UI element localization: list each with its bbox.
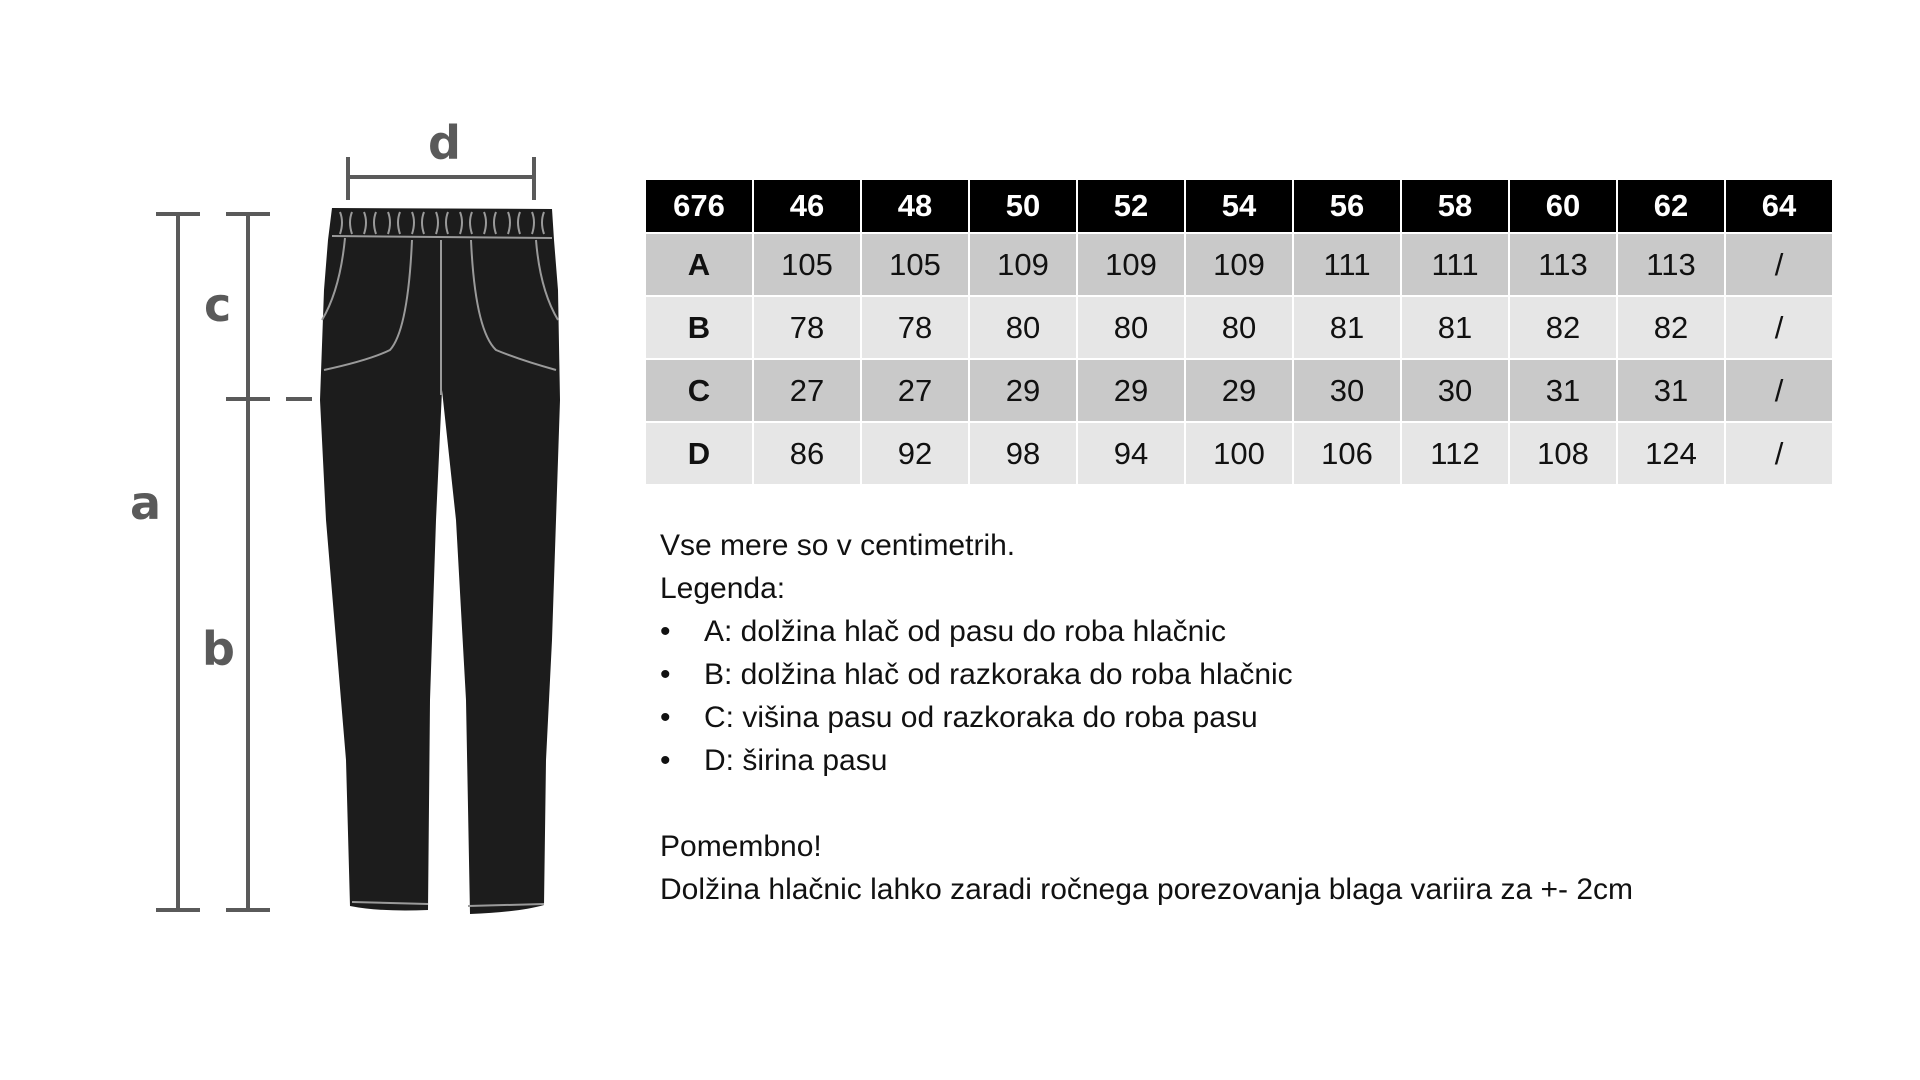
table-cell: 108 <box>1510 423 1616 484</box>
table-cell: 82 <box>1510 297 1616 358</box>
table-row <box>646 360 1832 421</box>
table-cell: 113 <box>1618 234 1724 295</box>
table-cell: 80 <box>970 297 1076 358</box>
table-cell: / <box>1726 297 1832 358</box>
dimension-label-b: b <box>202 622 235 676</box>
size-header: 58 <box>1402 180 1508 232</box>
table-cell: 105 <box>754 234 860 295</box>
table-cell: / <box>1726 234 1832 295</box>
dimension-label-c: c <box>204 278 232 332</box>
legend-item: • C: višina pasu od razkoraka do roba pasu <box>660 696 1633 739</box>
table-cell: 29 <box>1186 360 1292 421</box>
size-header: 62 <box>1618 180 1724 232</box>
table-cell: / <box>1726 360 1832 421</box>
table-cell: 100 <box>1186 423 1292 484</box>
table-cell: 81 <box>1402 297 1508 358</box>
table-cell: 109 <box>1078 234 1184 295</box>
pants-illustration <box>0 0 600 960</box>
table-cell: 82 <box>1618 297 1724 358</box>
table-cell: 29 <box>1078 360 1184 421</box>
table-row <box>646 423 1832 484</box>
table-cell: 105 <box>862 234 968 295</box>
size-header: 52 <box>1078 180 1184 232</box>
table-cell: 80 <box>1078 297 1184 358</box>
table-cell: 124 <box>1618 423 1724 484</box>
size-header: 60 <box>1510 180 1616 232</box>
size-header-row <box>646 180 1832 232</box>
table-cell: 94 <box>1078 423 1184 484</box>
size-header: 50 <box>970 180 1076 232</box>
legend-list <box>660 610 1633 782</box>
row-label: C <box>646 360 752 421</box>
units-note: Vse mere so v centimetrih. <box>660 529 1016 562</box>
size-header: 54 <box>1186 180 1292 232</box>
table-cell: 78 <box>754 297 860 358</box>
table-cell: 86 <box>754 423 860 484</box>
row-label: A <box>646 234 752 295</box>
legend-title: Legenda: <box>660 572 786 605</box>
size-header: 56 <box>1294 180 1400 232</box>
model-number: 676 <box>646 180 752 232</box>
table-cell: 98 <box>970 423 1076 484</box>
table-cell: / <box>1726 423 1832 484</box>
table-cell: 109 <box>970 234 1076 295</box>
spacer <box>660 782 1633 825</box>
table-cell: 30 <box>1402 360 1508 421</box>
table-cell: 109 <box>1186 234 1292 295</box>
table-cell: 112 <box>1402 423 1508 484</box>
size-header: 48 <box>862 180 968 232</box>
dimension-label-a: a <box>130 476 162 530</box>
table-cell: 81 <box>1294 297 1400 358</box>
table-cell: 80 <box>1186 297 1292 358</box>
table-row <box>646 297 1832 358</box>
size-header: 46 <box>754 180 860 232</box>
row-label: D <box>646 423 752 484</box>
table-cell: 78 <box>862 297 968 358</box>
notes-section <box>660 524 1633 911</box>
table-row <box>646 234 1832 295</box>
size-header: 64 <box>1726 180 1832 232</box>
table-cell: 30 <box>1294 360 1400 421</box>
table-cell: 106 <box>1294 423 1400 484</box>
important-text: Dolžina hlačnic lahko zaradi ročnega porezovanja blaga variira za +- 2cm <box>660 873 1634 906</box>
legend-item: • B: dolžina hlač od razkoraka do roba hlačnic <box>660 653 1633 696</box>
table-cell: 29 <box>970 360 1076 421</box>
pants-measurement-diagram <box>0 0 600 960</box>
table-cell: 113 <box>1510 234 1616 295</box>
table-cell: 27 <box>862 360 968 421</box>
table-cell: 92 <box>862 423 968 484</box>
dimension-label-d: d <box>428 116 461 170</box>
row-label: B <box>646 297 752 358</box>
legend-item: • A: dolžina hlač od pasu do roba hlačnic <box>660 610 1633 653</box>
table-cell: 111 <box>1402 234 1508 295</box>
size-table <box>644 178 1834 486</box>
legend-item: • D: širina pasu <box>660 739 1633 782</box>
table-cell: 27 <box>754 360 860 421</box>
table-cell: 31 <box>1618 360 1724 421</box>
table-cell: 111 <box>1294 234 1400 295</box>
important-title: Pomembno! <box>660 830 822 863</box>
table-cell: 31 <box>1510 360 1616 421</box>
